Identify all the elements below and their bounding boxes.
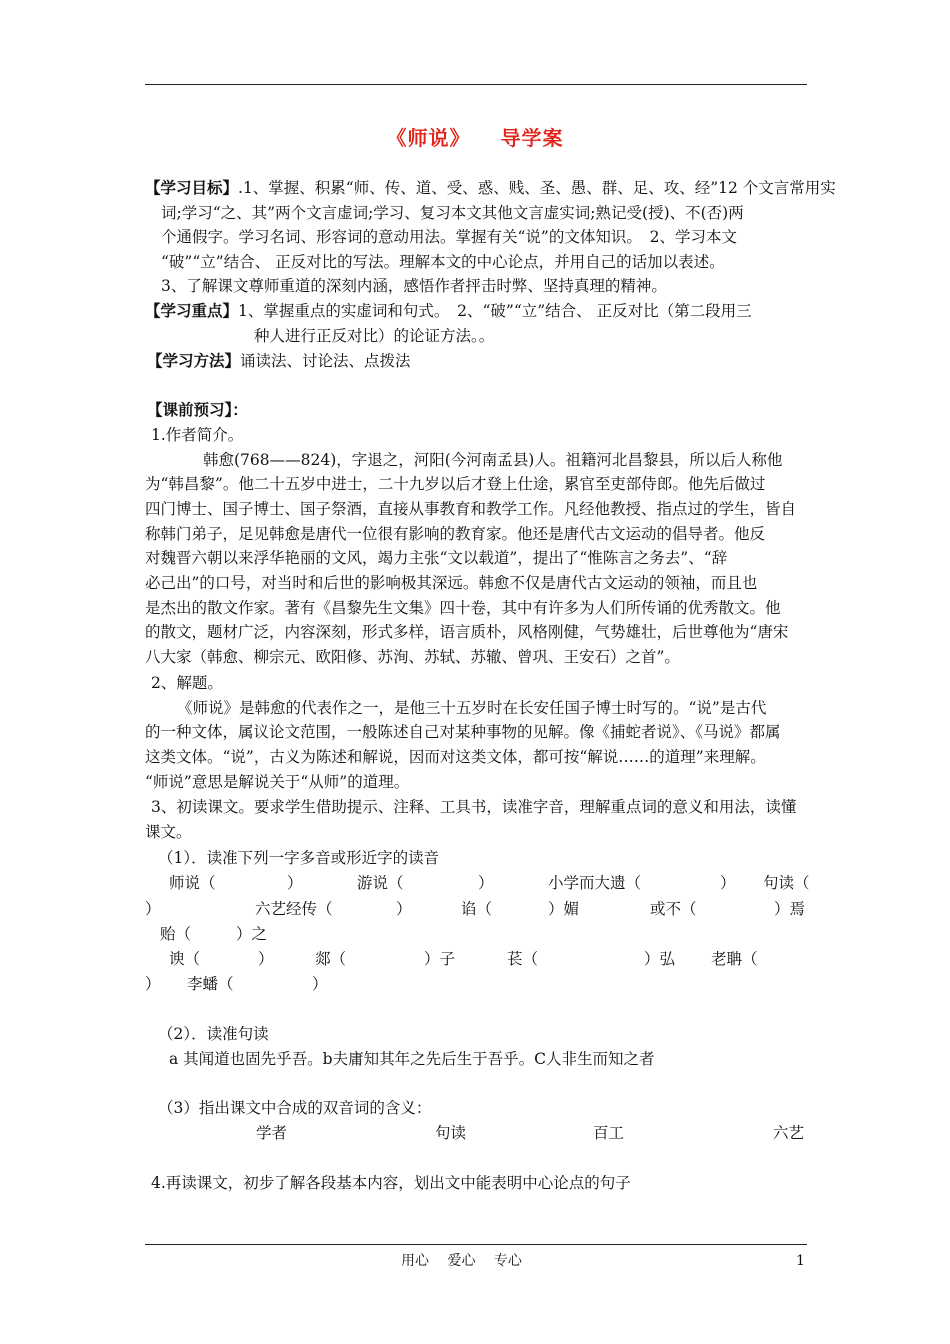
section-3-line-2: 课文。 bbox=[145, 823, 192, 841]
bio-line-6: 必己出”的口号，对当时和后世的影响极其深远。韩愈不仅是唐代古文运动的领袖，而且也 bbox=[145, 574, 758, 592]
bio-line-7: 是杰出的散文作家。著有《昌黎先生文集》四十卷，其中有许多为人们所传诵的优秀散文。他 bbox=[145, 599, 781, 617]
q3-word: 学者 bbox=[256, 1124, 288, 1142]
section-4-title: 4.再读课文，初步了解各段基本内容，划出文中能表明中心论点的句子 bbox=[151, 1174, 631, 1192]
q1-item: 苌（ bbox=[507, 950, 539, 968]
q1-item: ）之 bbox=[236, 925, 268, 943]
bio-line-4: 称韩门弟子，足见韩愈是唐代一位很有影响的教育家。他还是唐代古文运动的倡导者。他反 bbox=[145, 525, 766, 543]
q3-word: 百工 bbox=[593, 1124, 625, 1142]
q1-item: 李蟠（ bbox=[187, 975, 234, 993]
preview-label: 【课前预习】 bbox=[147, 400, 233, 419]
bio-line-3: 四门博士、国子博士、国子祭酒，直接从事教育和教学工作。凡经他教授、指点过的学生，皆自 bbox=[145, 500, 797, 518]
goals-line-3: 个通假字。学习名词、形容词的意动用法。掌握有关“说”的文体知识。 2、学习本文 bbox=[161, 228, 737, 246]
method-text: 诵读法、讨论法、点拨法 bbox=[240, 352, 411, 370]
q3-word: 六艺 bbox=[773, 1124, 805, 1142]
intro-line-1: 《师说》是韩愈的代表作之一，是他三十五岁时在长安任国子博士时写的。“说”是古代 bbox=[177, 699, 767, 717]
page-number: 1 bbox=[796, 1253, 805, 1269]
q1-item: 句读（ bbox=[763, 874, 810, 892]
preview-heading bbox=[147, 398, 248, 423]
preview-colon: ： bbox=[232, 400, 248, 419]
bio-line-9: 八大家（韩愈、柳宗元、欧阳修、苏洵、苏轼、苏辙、曾巩、王安石）之首”。 bbox=[145, 648, 680, 666]
question-2-title: （2）．读准句读 bbox=[158, 1025, 269, 1043]
title-sub: 导学案 bbox=[500, 126, 564, 150]
focus-line-1 bbox=[145, 299, 752, 324]
question-3-title: （3）指出课文中合成的双音词的含义： bbox=[158, 1099, 432, 1117]
q1-item: ） bbox=[258, 950, 274, 968]
bio-line-8: 的散文，题材广泛，内容深刻，形式多样，语言质朴，风格刚健，气势雄壮，后世尊他为“唐宋 bbox=[145, 623, 789, 641]
question-1-title: （1）．读准下列一字多音或形近字的读音 bbox=[158, 849, 440, 867]
footer-rule bbox=[145, 1244, 807, 1245]
page-title bbox=[0, 122, 950, 151]
intro-line-2: 的一种文体，属议论文范围，一般陈述自己对某种事物的见解。像《捕蛇者说》、《马说》都属 bbox=[145, 723, 781, 741]
bio-line-2: 为“韩昌黎”。他二十五岁中进士，二十九岁以后才登上仕途，累官至吏部侍郎。他先后做过 bbox=[145, 475, 766, 493]
q1-item: ）媚 bbox=[548, 900, 580, 918]
footer-text: 用心 爱心 专心 bbox=[401, 1253, 522, 1269]
section-3-line-1: 3、初读课文。要求学生借助提示、注释、工具书，读准字音，理解重点词的意义和用法，读懂 bbox=[151, 798, 797, 816]
section-1-title: 1.作者简介。 bbox=[151, 426, 244, 444]
q1-item: 或不（ bbox=[650, 900, 697, 918]
q1-item: ）子 bbox=[424, 950, 456, 968]
q1-item: 谄（ bbox=[461, 900, 493, 918]
method-line bbox=[147, 349, 411, 374]
header-rule bbox=[145, 84, 807, 85]
question-2-text: a 其闻道也固先乎吾。b夫庸知其年之先后生于吾乎。C人非生而知之者 bbox=[169, 1050, 655, 1068]
goals-line-2: 词;学习“之、其”两个文言虚词;学习、复习本文其他文言虚实词;熟记受(授)、不(否)两 bbox=[161, 204, 744, 222]
q1-item: ）焉 bbox=[774, 900, 806, 918]
q1-item: 六艺经传（ bbox=[255, 900, 333, 918]
q1-item: 郯（ bbox=[315, 950, 347, 968]
q1-item: ） bbox=[287, 874, 303, 892]
q1-item: 师说（ bbox=[169, 874, 216, 892]
intro-line-3: 这类文体。“说”，古义为陈述和解说，因而对这类文体，都可按“解说……的道理”来理解。 bbox=[145, 748, 766, 766]
focus-label: 【学习重点】 bbox=[145, 301, 239, 320]
q1-item: ）弘 bbox=[644, 950, 676, 968]
q1-item: 游说（ bbox=[357, 874, 404, 892]
q1-item: 小学而大遗（ bbox=[548, 874, 642, 892]
q1-item: ） bbox=[396, 900, 412, 918]
focus-text-1: 1、掌握重点的实虚词和句式。 2、“破”“立”结合、 正反对比（第二段用三 bbox=[238, 302, 752, 320]
goals-text-1: .1、掌握、积累“师、传、道、受、惑、贱、圣、愚、群、足、攻、经”12 个文言常用实 bbox=[238, 179, 836, 197]
q1-item: ） bbox=[478, 874, 494, 892]
focus-line-2: 种人进行正反对比）的论证方法。。 bbox=[254, 327, 495, 345]
section-2-title: 2、解题。 bbox=[151, 674, 223, 692]
title-main: 《师说》 bbox=[386, 126, 471, 150]
q1-item: ） bbox=[145, 900, 161, 918]
goals-label: 【学习目标】 bbox=[145, 178, 239, 197]
q3-word: 句读 bbox=[435, 1124, 467, 1142]
intro-line-4: “师说”意思是解说关于“从师”的道理。 bbox=[145, 773, 410, 791]
q1-item: ） bbox=[312, 975, 328, 993]
method-label: 【学习方法】 bbox=[147, 351, 241, 370]
q1-item: ） bbox=[720, 874, 736, 892]
bio-line-1: 韩愈(768——824)，字退之，河阳(今河南孟县)人。祖籍河北昌黎县，所以后人称他 bbox=[203, 451, 783, 469]
q1-item: 老聃（ bbox=[711, 950, 758, 968]
q1-item: 贻（ bbox=[160, 925, 192, 943]
goals-line-1 bbox=[145, 176, 836, 201]
goals-line-4: “破”“立”结合、 正反对比的写法。理解本文的中心论点，并用自己的话加以表述。 bbox=[161, 253, 725, 271]
q1-item: ） bbox=[145, 975, 161, 993]
goals-line-5: 3、了解课文尊师重道的深刻内涵，感悟作者抨击时弊、坚持真理的精神。 bbox=[161, 277, 667, 295]
q1-item: 谀（ bbox=[169, 950, 201, 968]
bio-line-5: 对魏晋六朝以来浮华艳丽的文风，竭力主张“文以载道”，提出了“惟陈言之务去”、“辞 bbox=[145, 549, 728, 567]
